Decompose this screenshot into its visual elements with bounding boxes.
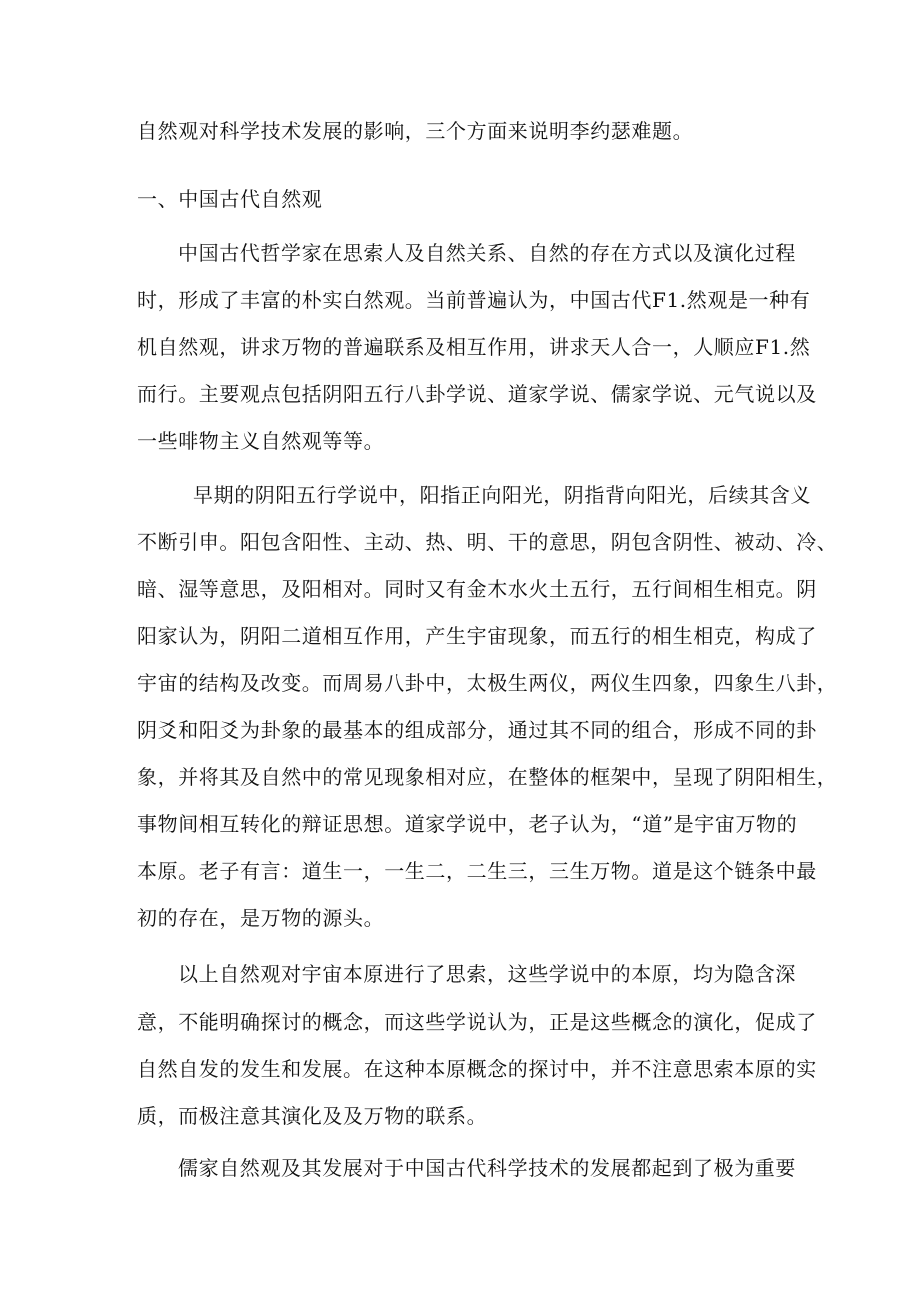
paragraph-line: 宇宙的结构及改变。而周易八卦中，太极生两仪，两仪生四象，四象生八卦，: [137, 671, 838, 695]
paragraph-line: 暗、湿等意思，及阳相对。同时又有金木水火土五行，五行间相生相克。阴: [137, 577, 817, 601]
paragraph-line: 事物间相互转化的辩证思想。道家学说中，老子认为，“道”是宇宙万物的: [137, 812, 798, 836]
paragraph-line: 时，形成了丰富的朴实白然观。当前普遍认为，中国古代F1.然观是一种有: [137, 288, 811, 312]
paragraph-line: 以上自然观对宇宙本原进行了思索，这些学说中的本原，均为隐含深: [178, 962, 796, 986]
intro-line: 自然观对科学技术发展的影响，三个方面来说明李约瑟难题。: [137, 119, 694, 143]
section-heading: 一、中国古代自然观: [137, 187, 323, 211]
paragraph-line: 而行。主要观点包括阴阳五行八卦学说、道家学说、儒家学说、元气说以及: [137, 382, 817, 406]
paragraph-line: 质，而极注意其演化及及万物的联系。: [137, 1104, 488, 1128]
paragraph-line: 一些啡物主义自然观等等。: [137, 429, 385, 453]
paragraph-line: 意，不能明确探讨的概念，而这些学说认为，正是这些概念的演化，促成了: [137, 1010, 817, 1034]
paragraph-line: 象，并将其及自然中的常见现象相对应，在整体的框架中，呈现了阴阳相生，: [137, 765, 838, 789]
paragraph-line: 阴爻和阳爻为卦象的最基本的组成部分，通过其不同的组合，形成不同的卦: [137, 718, 817, 742]
paragraph-line: 早期的阴阳五行学说中，阳指正向阳光，阴指背向阳光，后续其含义: [193, 483, 811, 507]
paragraph-line: 儒家自然观及其发展对于中国古代科学技术的发展都起到了极为重要: [178, 1156, 796, 1180]
paragraph-line: 不断引申。阳包含阳性、主动、热、明、干的意思，阴包含阴性、被动、冷、: [137, 530, 838, 554]
paragraph-line: 初的存在，是万物的源头。: [137, 906, 385, 930]
paragraph-line: 阳家认为，阴阳二道相互作用，产生宇宙现象，而五行的相生相克，构成了: [137, 624, 817, 648]
paragraph-line: 中国古代哲学家在思索人及自然关系、自然的存在方式以及演化过程: [178, 241, 796, 265]
paragraph-line: 机自然观，讲求万物的普遍联系及相互作用，讲求天人合一，人顺应F1.然: [137, 335, 811, 359]
paragraph-line: 自然自发的发生和发展。在这种本原概念的探讨中，并不注意思索本原的实: [137, 1057, 817, 1081]
paragraph-line: 本原。老子有言：道生一，一生二，二生三，三生万物。道是这个链条中最: [137, 859, 817, 883]
